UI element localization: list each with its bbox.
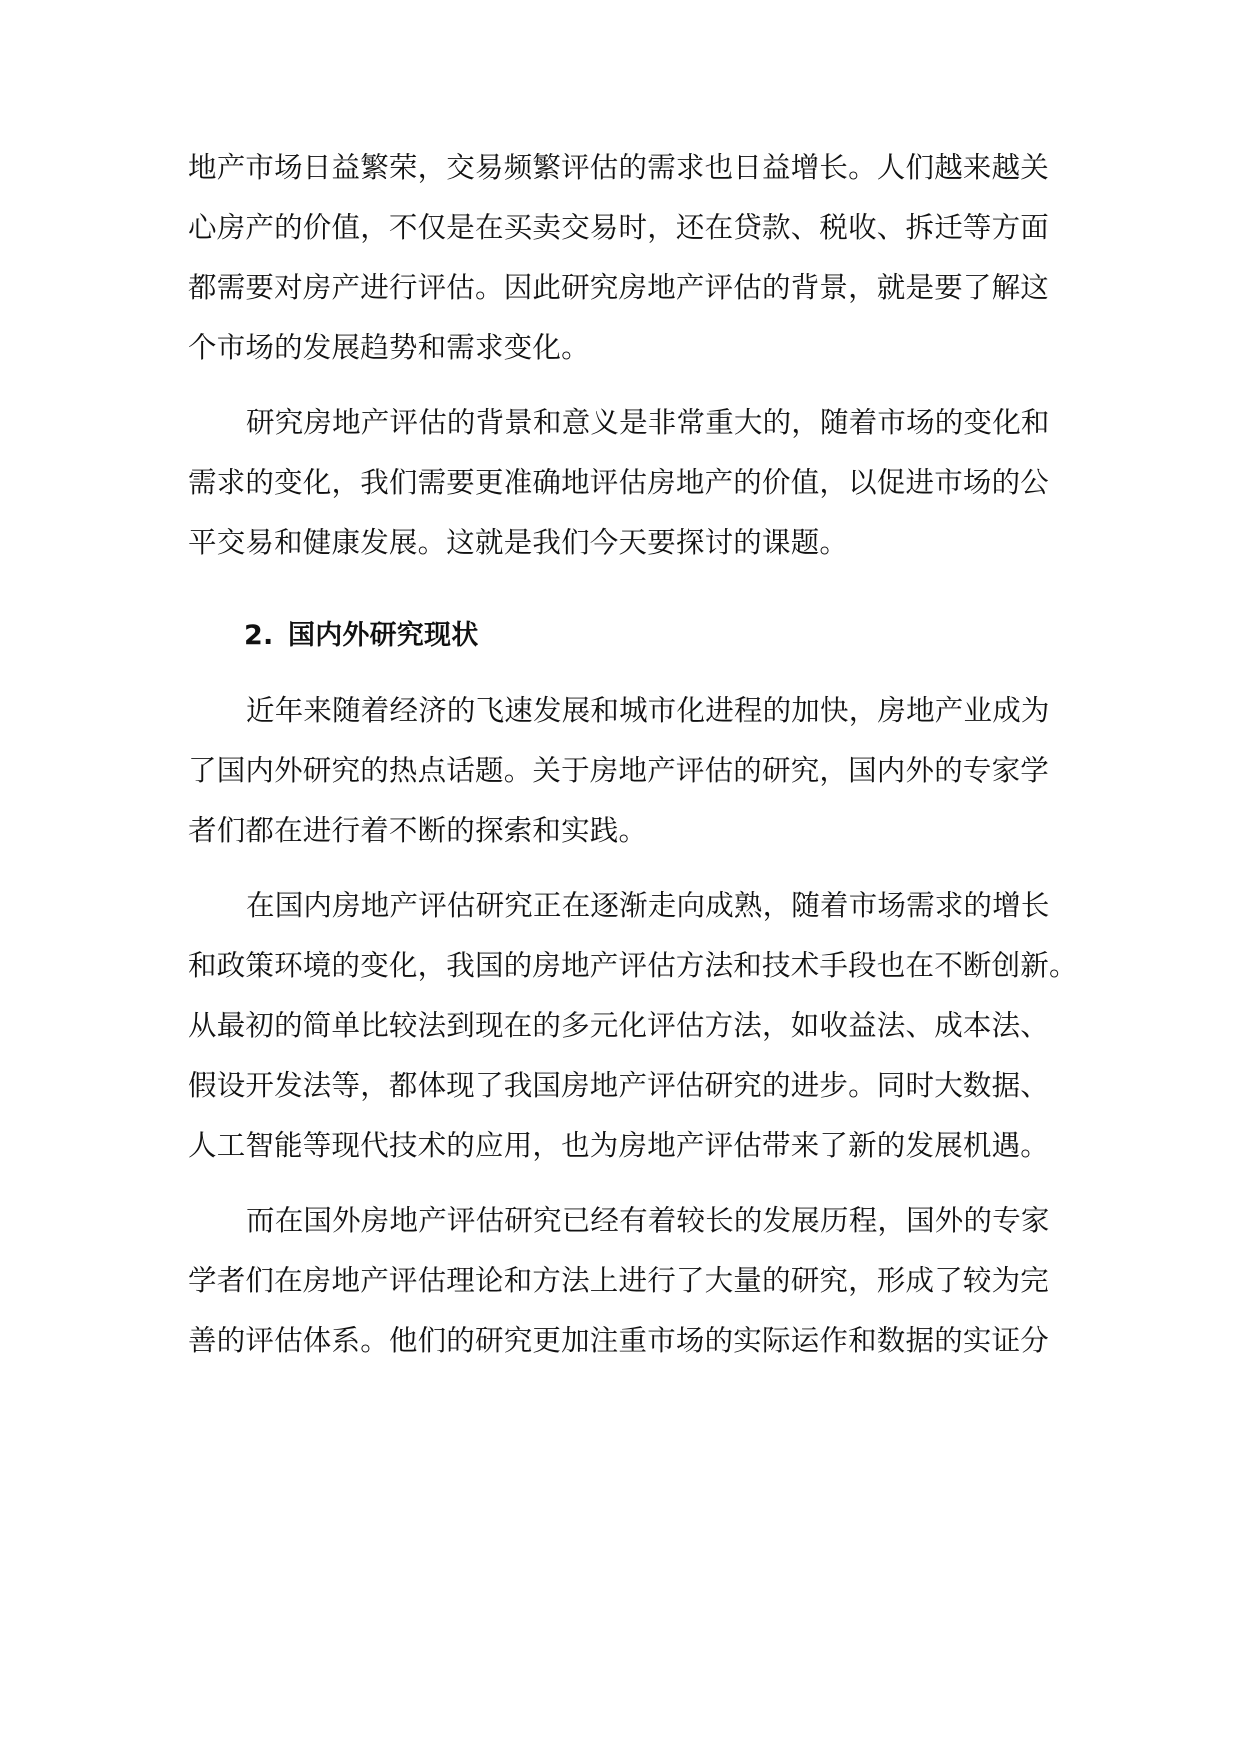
paragraph-line: 了国内外研究的热点话题。关于房地产评估的研究，国内外的专家学 <box>188 754 1050 787</box>
paragraph-spacer <box>188 861 1058 876</box>
paragraph-line: 假设开发法等，都体现了我国房地产评估研究的进步。同时大数据、 <box>188 1069 1050 1102</box>
paragraph-line: 近年来随着经济的飞速发展和城市化进程的加快，房地产业成为 <box>246 694 1050 727</box>
paragraph-line: 在国内房地产评估研究正在逐渐走向成熟，随着市场需求的增长 <box>246 889 1050 922</box>
paragraph-spacer <box>188 1176 1058 1191</box>
paragraph-significance <box>188 393 1058 573</box>
paragraph-spacer <box>188 378 1058 393</box>
paragraph-line: 研究房地产评估的背景和意义是非常重大的，随着市场的变化和 <box>246 406 1050 439</box>
paragraph-line: 需求的变化，我们需要更准确地评估房地产的价值，以促进市场的公 <box>188 466 1050 499</box>
section-spacer <box>188 573 1058 606</box>
paragraph-line: 人工智能等现代技术的应用，也为房地产评估带来了新的发展机遇。 <box>188 1129 1050 1162</box>
paragraph-line: 学者们在房地产评估理论和方法上进行了大量的研究，形成了较为完 <box>188 1264 1050 1297</box>
paragraph-line: 善的评估体系。他们的研究更加注重市场的实际运作和数据的实证分 <box>188 1324 1050 1357</box>
section-title: 国内外研究现状 <box>288 620 479 651</box>
body-text <box>188 138 1078 1371</box>
paragraph-line: 平交易和健康发展。这就是我们今天要探讨的课题。 <box>188 526 849 559</box>
paragraph-spacer <box>188 666 1058 681</box>
section-number: 2. <box>244 620 274 651</box>
paragraph-research-overview <box>188 681 1058 861</box>
section-heading <box>188 606 1058 666</box>
paragraph-foreign-research <box>188 1191 1058 1371</box>
paragraph-background-continued <box>188 138 1058 378</box>
paragraph-line: 和政策环境的变化，我国的房地产评估方法和技术手段也在不断创新。 <box>188 949 1078 982</box>
paragraph-line: 都需要对房产进行评估。因此研究房地产评估的背景，就是要了解这 <box>188 271 1050 304</box>
paragraph-line: 从最初的简单比较法到现在的多元化评估方法，如收益法、成本法、 <box>188 1009 1050 1042</box>
paragraph-line: 地产市场日益繁荣，交易频繁评估的需求也日益增长。人们越来越关 <box>188 151 1050 184</box>
paragraph-line: 心房产的价值，不仅是在买卖交易时，还在贷款、税收、拆迁等方面 <box>188 211 1050 244</box>
paragraph-line: 者们都在进行着不断的探索和实践。 <box>188 814 648 847</box>
paragraph-domestic-research <box>188 876 1078 1176</box>
paragraph-line: 而在国外房地产评估研究已经有着较长的发展历程，国外的专家 <box>246 1204 1050 1237</box>
paragraph-line: 个市场的发展趋势和需求变化。 <box>188 331 590 364</box>
